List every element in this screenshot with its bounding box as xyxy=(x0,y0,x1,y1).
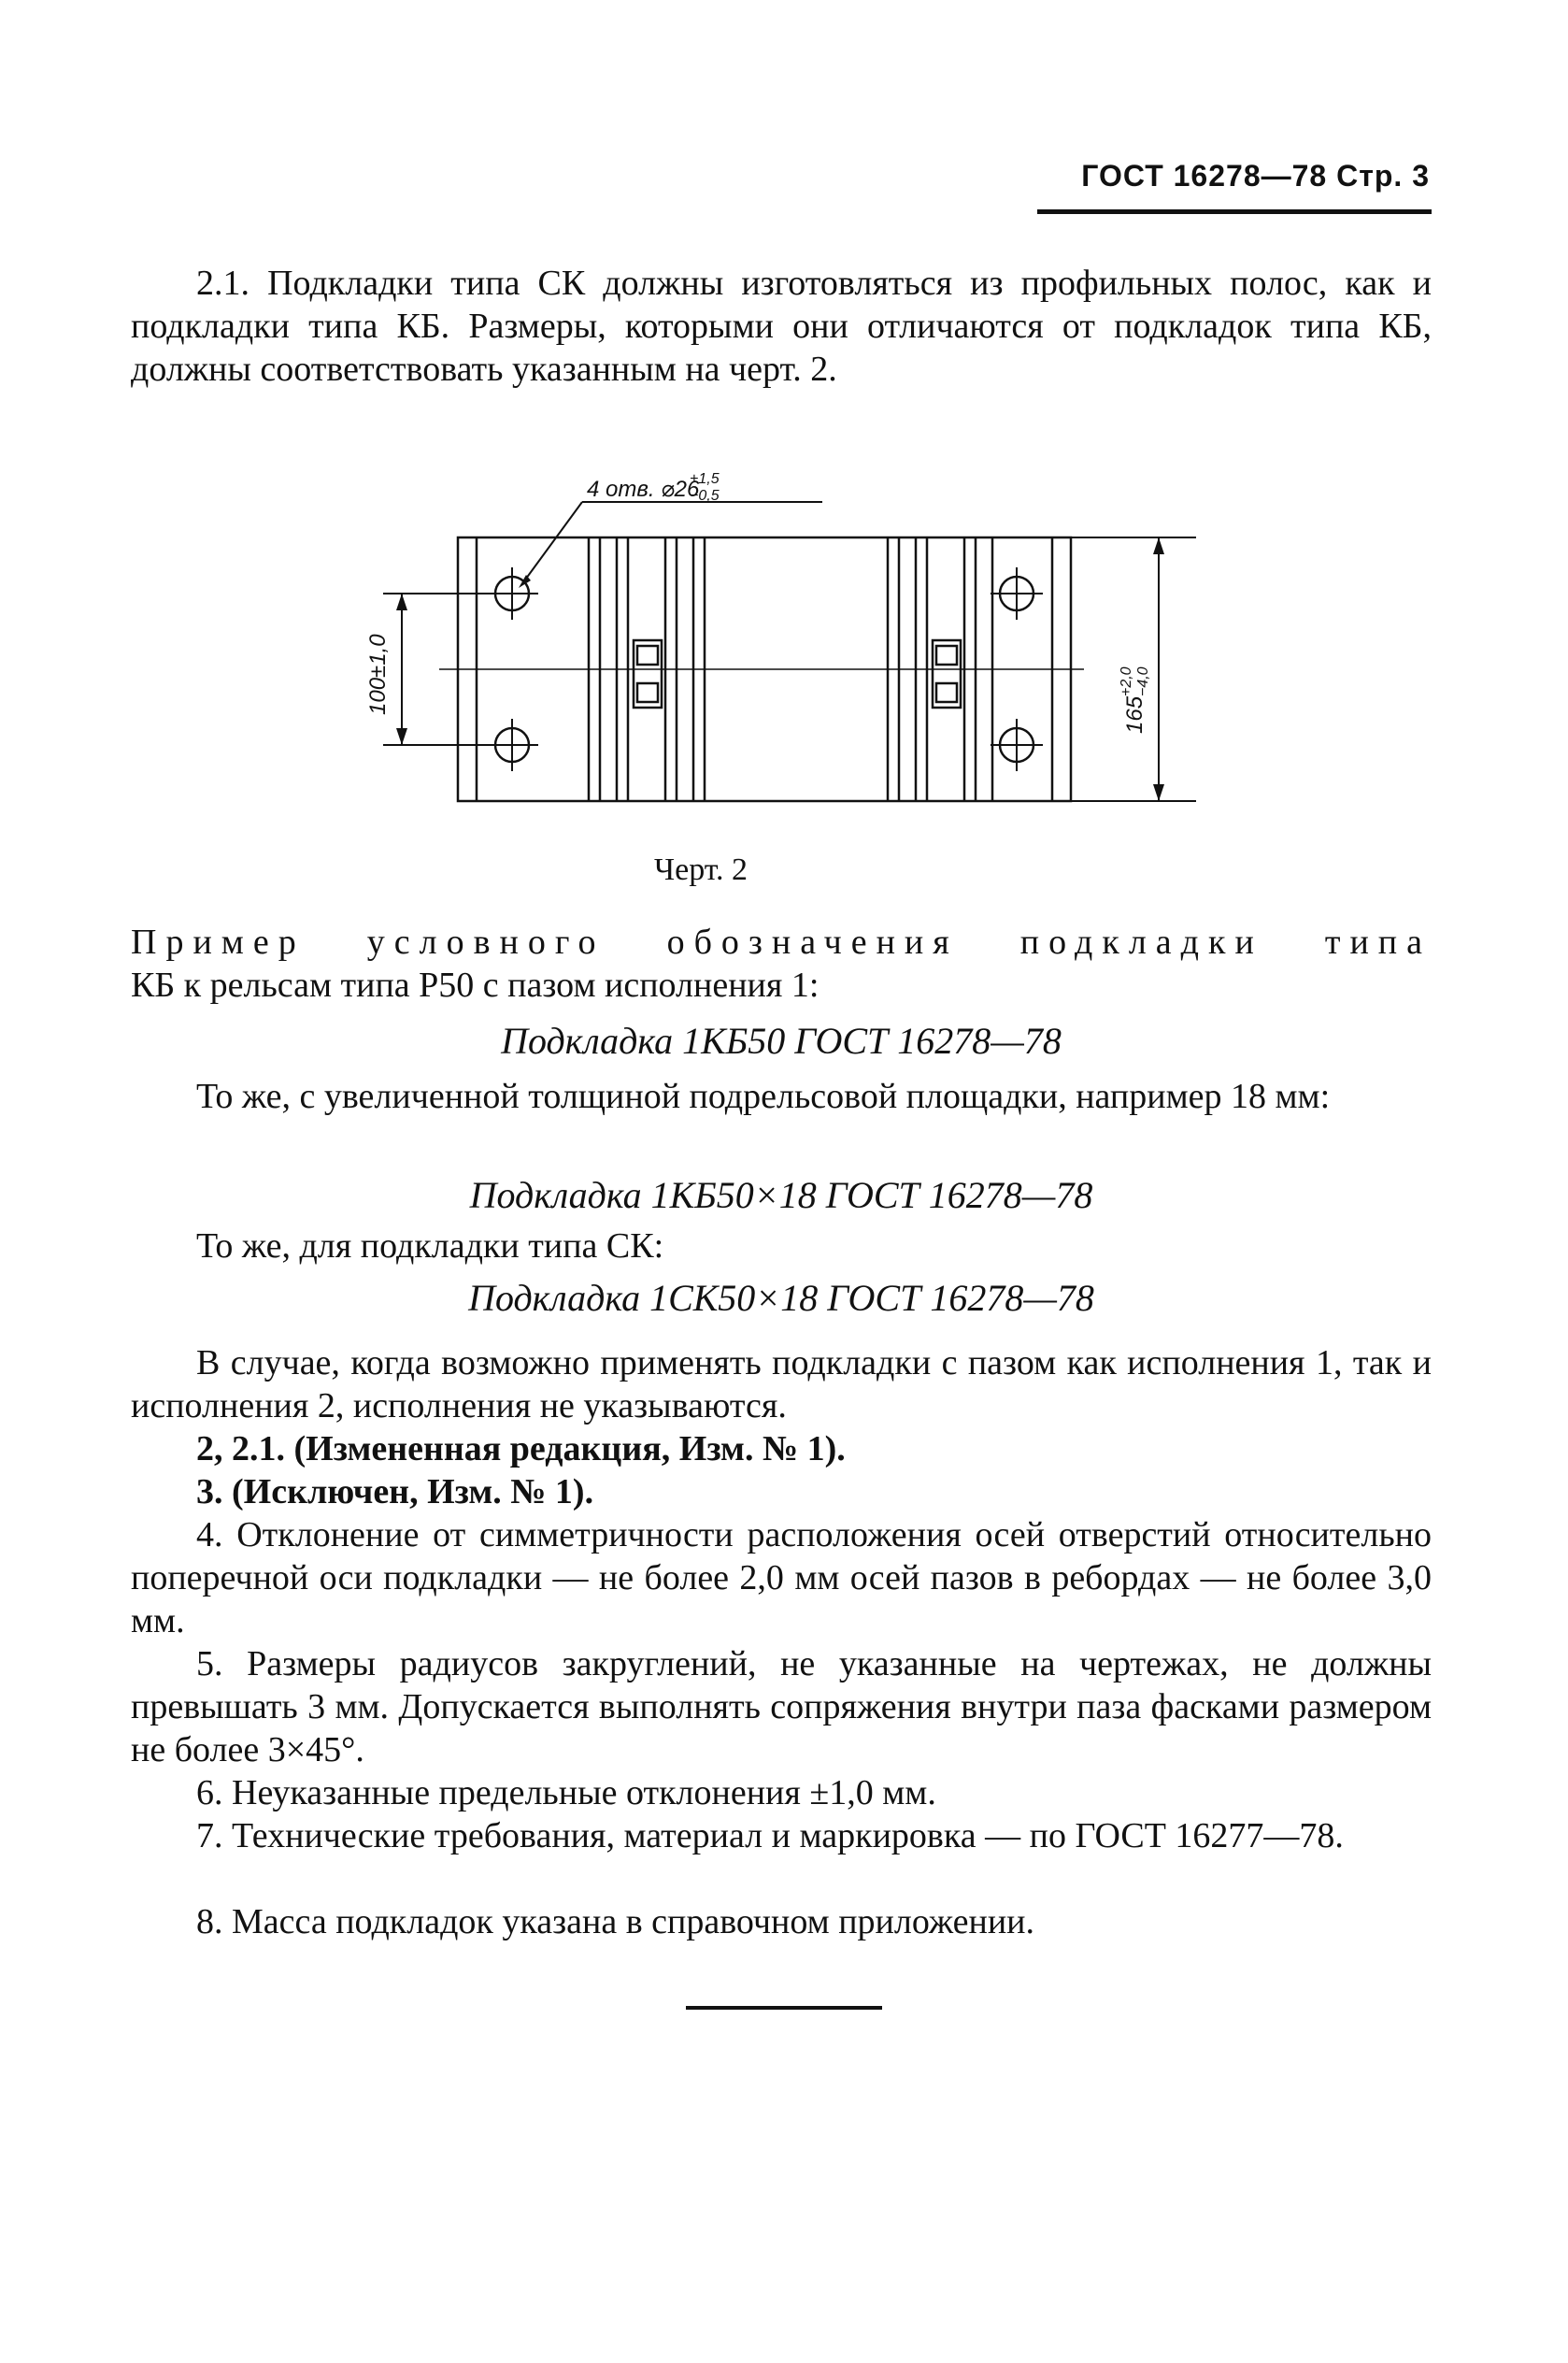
item-6 xyxy=(131,1771,1432,1814)
hole-note: 4 отв. ⌀26 xyxy=(587,477,700,502)
hole-tol-upper: +1,5 xyxy=(690,471,720,487)
paragraph-2-1-text: 2.1. Подкладки типа СК должны изготовляться из профильных полос, как и подкладки типа КБ. Размеры, которыми они отличаются от подкладок типа КБ, должны соответствовать указанным на черт. 2. xyxy=(131,264,1432,389)
note-2-2-1 xyxy=(131,1427,1432,1470)
header-rule xyxy=(1037,209,1432,214)
same-thickness-text: То же, с увеличенной толщиной подрельсовой площадки, например 18 мм: xyxy=(196,1077,1331,1116)
paragraph-same-thickness xyxy=(131,1075,1432,1118)
figure-caption: Черт. 2 xyxy=(654,852,748,887)
drawing-cherta-2 xyxy=(336,463,1233,837)
item-5 xyxy=(131,1642,1432,1771)
page-header: ГОСТ 16278—78 Стр. 3 xyxy=(1081,159,1430,193)
dim-right: 165 xyxy=(1122,695,1147,734)
item-8-text: 8. Масса подкладок указана в справочном приложении. xyxy=(196,1902,1035,1941)
item-6-text: 6. Неуказанные предельные отклонения ±1,0 мм. xyxy=(196,1773,936,1812)
note-3 xyxy=(131,1470,1432,1513)
same-sk-text: То же, для подкладки типа СК: xyxy=(196,1226,664,1266)
example-designation-3: Подкладка 1СК50×18 ГОСТ 16278—78 xyxy=(468,1277,1094,1319)
item-4 xyxy=(131,1513,1432,1642)
example-intro xyxy=(131,921,1432,1007)
item-7 xyxy=(131,1814,1432,1857)
item-8 xyxy=(131,1900,1432,1943)
end-rule xyxy=(686,2006,882,2010)
item-7-text: 7. Технические требования, материал и маркировка — по ГОСТ 16277—78. xyxy=(196,1816,1344,1855)
note-2-2-1-text: 2, 2.1. (Измененная редакция, Изм. № 1). xyxy=(196,1429,846,1468)
paragraph-same-sk xyxy=(131,1224,1432,1267)
example-intro-line-2: КБ к рельсам типа Р50 с пазом исполнения 1: xyxy=(131,966,820,1005)
case-text: В случае, когда возможно применять подкладки с пазом как исполнения 1, так и исполнения 2, исполнения не указываются. xyxy=(131,1343,1432,1425)
dim-right-lower: −4,0 xyxy=(1135,666,1151,696)
hole-tol-lower: −0,5 xyxy=(690,488,720,504)
note-3-text: 3. (Исключен, Изм. № 1). xyxy=(196,1472,594,1511)
example-intro-line-1: Пример условного обозначения подкладки типа xyxy=(131,923,1432,962)
dim-right-upper: +2,0 xyxy=(1119,666,1134,696)
example-designation-2: Подкладка 1КБ50×18 ГОСТ 16278—78 xyxy=(469,1174,1093,1216)
example-designation-1: Подкладка 1КБ50 ГОСТ 16278—78 xyxy=(501,1020,1062,1062)
item-4-text: 4. Отклонение от симметричности расположения осей отверстий относительно поперечной оси подкладки — не более 2,0 мм осей пазов в ребордах — не более 3,0 мм. xyxy=(131,1515,1432,1640)
paragraph-2-1 xyxy=(131,262,1432,391)
paragraph-case xyxy=(131,1341,1432,1427)
item-5-text: 5. Размеры радиусов закруглений, не указанные на чертежах, не должны превышать 3 мм. Допускается выполнять сопряжения внутри паза фасками размером не более 3×45°. xyxy=(131,1644,1432,1769)
dim-left: 100±1,0 xyxy=(365,634,391,715)
